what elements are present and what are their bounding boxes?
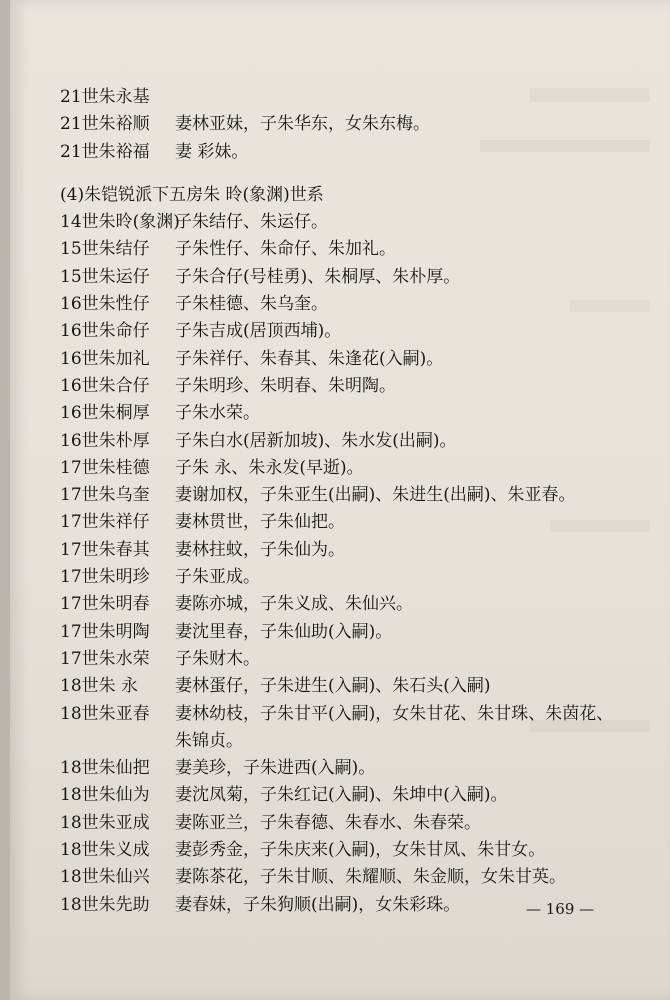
genealogy-entry xyxy=(60,591,620,618)
entry-detail: 妻陈亚兰，子朱春德、朱春水、朱春荣。 xyxy=(175,812,481,833)
genealogy-entry xyxy=(60,755,620,782)
genealogy-entry xyxy=(60,728,620,755)
genealogy-entry xyxy=(60,209,620,236)
entry-detail: 子朱桂德、朱乌奎。 xyxy=(175,294,328,315)
entry-name: 21世朱裕顺 xyxy=(60,114,150,135)
entry-detail: 妻林贯世，子朱仙把。 xyxy=(175,512,345,533)
genealogy-entry xyxy=(60,673,620,700)
entry-name: 21世朱裕福 xyxy=(60,141,150,162)
genealogy-entry xyxy=(60,537,620,564)
entry-detail: 妻 彩妹。 xyxy=(175,141,249,162)
genealogy-entry xyxy=(60,291,620,318)
genealogy-entry xyxy=(60,346,620,373)
entry-detail: 妻春妹，子朱狗顺(出嗣)，女朱彩珠。 xyxy=(175,894,461,915)
entry-name: 18世朱仙兴 xyxy=(60,867,150,888)
entry-detail: 妻彭秀金，子朱庆来(入嗣)，女朱甘凤、朱甘女。 xyxy=(175,840,546,861)
entry-detail: 妻林蛋仔，子朱进生(入嗣)、朱石头(入嗣) xyxy=(175,676,491,697)
entry-detail: 妻陈亦城，子朱义成、朱仙兴。 xyxy=(175,594,413,615)
entry-name: 16世朱桐厚 xyxy=(60,403,150,424)
entry-name: 21世朱永基 xyxy=(60,87,150,107)
entry-name: 17世朱祥仔 xyxy=(60,512,150,533)
entry-detail: 妻陈茶花，子朱甘顺、朱耀顺、朱金顺，女朱甘英。 xyxy=(175,867,566,888)
entry-name: 18世朱 永 xyxy=(60,676,139,697)
entry-detail: 妻林幼枝，子朱甘平(入嗣)，女朱甘花、朱甘珠、朱茵花、 xyxy=(175,703,614,724)
genealogy-entry xyxy=(60,236,620,263)
entry-name: 17世朱桂德 xyxy=(60,457,150,478)
entry-name: 16世朱朴厚 xyxy=(60,430,150,451)
entry-name: 15世朱运仔 xyxy=(60,266,150,287)
genealogy-entry xyxy=(60,701,620,728)
genealogy-entry xyxy=(60,84,620,111)
entry-name: 16世朱加礼 xyxy=(60,348,150,369)
entry-name: 17世朱水荣 xyxy=(60,648,150,669)
genealogy-entry xyxy=(60,318,620,345)
genealogy-entry xyxy=(60,564,620,591)
entry-detail-continued: 朱锦贞。 xyxy=(175,730,243,751)
entry-name: 14世朱昤(象渊) xyxy=(60,212,180,233)
genealogy-entry xyxy=(60,619,620,646)
genealogy-text xyxy=(60,84,620,919)
entry-name: 17世朱明春 xyxy=(60,594,150,615)
genealogy-entry xyxy=(60,428,620,455)
page-number: — 169 — xyxy=(526,900,595,918)
entry-detail: 子朱白水(居新加坡)、朱水发(出嗣)。 xyxy=(175,430,457,451)
genealogy-entry xyxy=(60,837,620,864)
entry-name: 18世朱先助 xyxy=(60,894,150,915)
entry-detail: 妻沈里春，子朱仙助(入嗣)。 xyxy=(175,621,393,642)
genealogy-entry xyxy=(60,111,620,138)
book-page xyxy=(10,0,670,1000)
genealogy-entry xyxy=(60,400,620,427)
genealogy-entry xyxy=(60,139,620,166)
section-heading: (4)朱铠锐派下五房朱 昤(象渊)世系 xyxy=(60,184,324,205)
genealogy-entry xyxy=(60,264,620,291)
entry-name: 18世朱亚成 xyxy=(60,812,150,833)
entry-name: 16世朱性仔 xyxy=(60,294,150,315)
entry-name: 18世朱义成 xyxy=(60,840,150,861)
section-heading-line xyxy=(60,182,620,209)
entry-detail: 子朱 永、朱永发(早逝)。 xyxy=(175,457,364,478)
entry-name: 18世朱仙为 xyxy=(60,785,150,806)
entry-name: 17世朱明陶 xyxy=(60,621,150,642)
genealogy-entry xyxy=(60,373,620,400)
genealogy-entry xyxy=(60,482,620,509)
entry-detail: 子朱吉成(居顶西埔)。 xyxy=(175,321,342,342)
entry-detail: 妻林亚妹，子朱华东，女朱东梅。 xyxy=(175,114,430,135)
entry-name: 17世朱明珍 xyxy=(60,567,150,588)
genealogy-entry xyxy=(60,810,620,837)
genealogy-entry xyxy=(60,455,620,482)
genealogy-entry xyxy=(60,646,620,673)
genealogy-entry xyxy=(60,864,620,891)
entry-name: 17世朱春其 xyxy=(60,539,150,560)
entry-detail: 妻美珍，子朱进西(入嗣)。 xyxy=(175,758,376,779)
entry-detail: 妻林拄蚊，子朱仙为。 xyxy=(175,539,345,560)
top-entry-list xyxy=(60,84,620,166)
entry-name: 15世朱结仔 xyxy=(60,239,150,260)
entry-detail: 妻沈凤菊，子朱红记(入嗣)、朱坤中(入嗣)。 xyxy=(175,785,508,806)
entry-name: 18世朱亚春 xyxy=(60,703,150,724)
entry-detail: 子朱财木。 xyxy=(175,648,260,669)
genealogy-entry xyxy=(60,509,620,536)
entry-detail: 子朱结仔、朱运仔。 xyxy=(175,212,328,233)
entry-list xyxy=(60,209,620,919)
genealogy-entry xyxy=(60,782,620,809)
entry-name: 16世朱合仔 xyxy=(60,375,150,396)
entry-detail: 子朱水荣。 xyxy=(175,403,260,424)
entry-detail: 子朱性仔、朱命仔、朱加礼。 xyxy=(175,239,396,260)
entry-detail: 子朱合仔(号桂勇)、朱桐厚、朱朴厚。 xyxy=(175,266,461,287)
entry-detail: 子朱亚成。 xyxy=(175,567,260,588)
entry-name: 18世朱仙把 xyxy=(60,758,150,779)
entry-detail: 妻谢加权，子朱亚生(出嗣)、朱进生(出嗣)、朱亚春。 xyxy=(175,485,576,506)
entry-detail: 子朱明珍、朱明春、朱明陶。 xyxy=(175,375,396,396)
entry-name: 17世朱乌奎 xyxy=(60,485,150,506)
entry-name: 16世朱命仔 xyxy=(60,321,150,342)
entry-detail: 子朱祥仔、朱春其、朱逢花(入嗣)。 xyxy=(175,348,444,369)
